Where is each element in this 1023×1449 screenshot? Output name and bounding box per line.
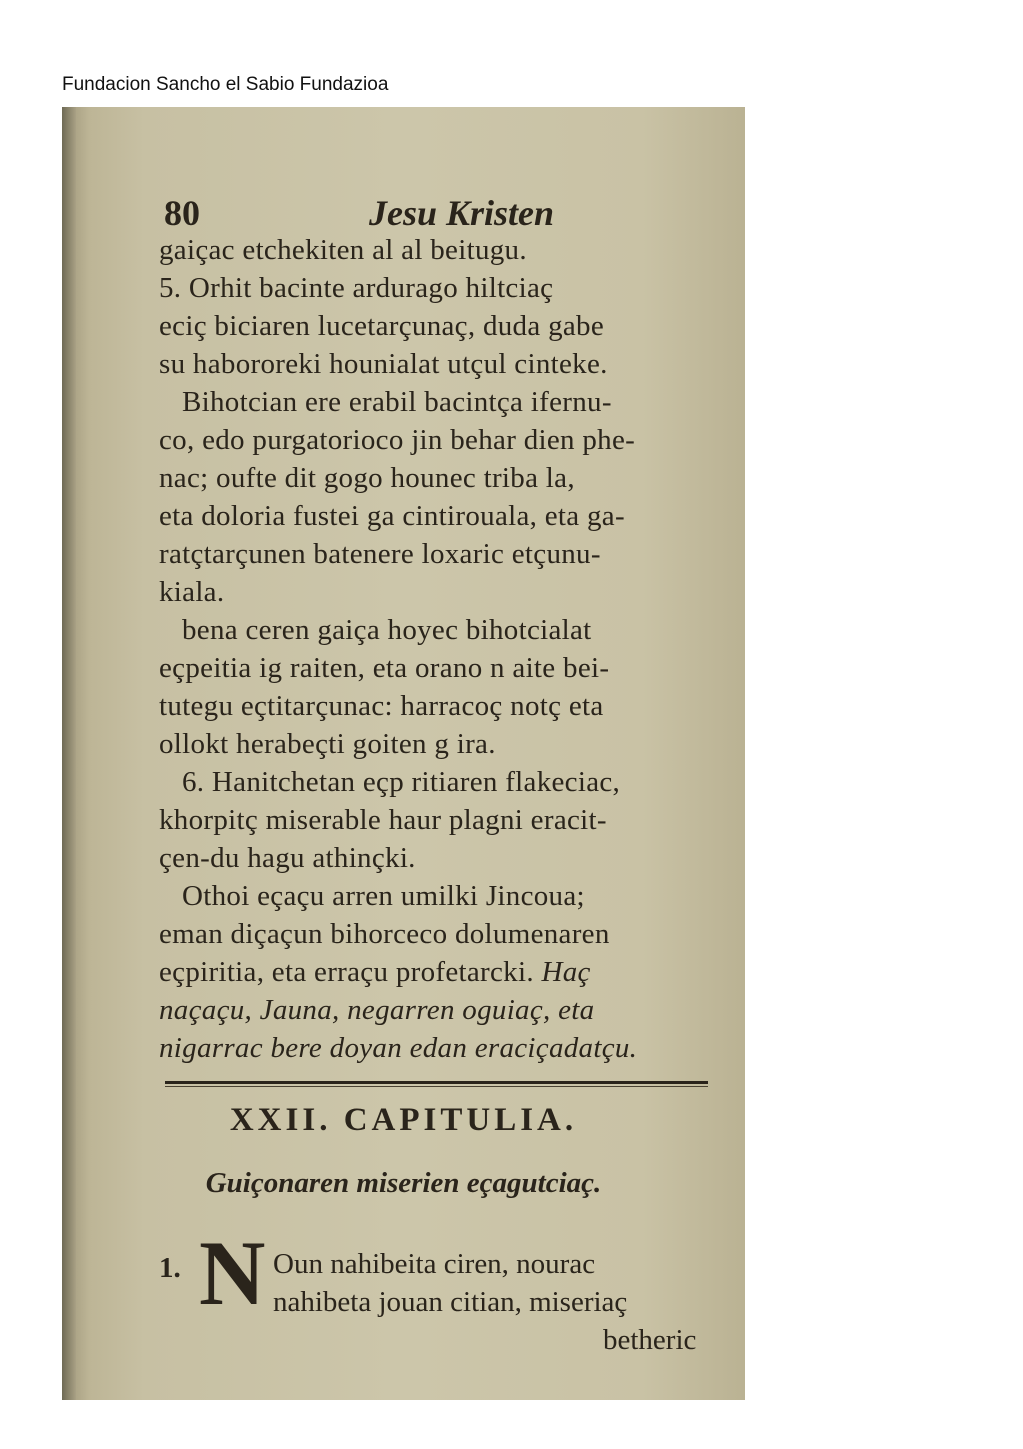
text-line: eciç biciaren lucetarçunaç, duda gabe <box>159 310 605 342</box>
text-line: Bihotcian ere erabil bacintça ifernu- <box>182 386 612 418</box>
text-line: 5. Orhit bacinte ardurago hiltciaç <box>159 272 554 304</box>
text-line: Oun nahibeita ciren, nourac <box>273 1248 596 1280</box>
divider-rule <box>165 1081 708 1084</box>
source-caption: Fundacion Sancho el Sabio Fundazioa <box>62 74 389 95</box>
divider-rule-thin <box>165 1086 708 1087</box>
page-scan <box>62 107 745 1400</box>
text-line: 6. Hanitchetan eçp ritiaren flakeciac, <box>182 766 621 798</box>
italic-line: naçaçu, Jauna, negarren oguiaç, eta <box>159 994 595 1026</box>
text-span: eçpiritia, eta erraçu profetarcki. <box>159 956 534 988</box>
text-line: nac; oufte dit gogo hounec triba la, <box>159 462 575 494</box>
text-line: kiala. <box>159 576 225 608</box>
text-line: nahibeta jouan citian, miseriaç <box>273 1286 628 1318</box>
italic-line: nigarrac bere doyan edan eraciçadatçu. <box>159 1032 638 1064</box>
text-line: eçpeitia ig raiten, eta orano n aite bei- <box>159 652 610 684</box>
page-header <box>164 192 555 234</box>
drop-cap: N <box>199 1222 266 1324</box>
chapter-subtitle: Guiçonaren miserien eçagutciaç. <box>205 1167 602 1199</box>
text-line: çen-du hagu athinçki. <box>159 842 416 874</box>
text-line: co, edo purgatorioco jin behar dien phe- <box>159 424 636 456</box>
catchword: betheric <box>603 1324 697 1356</box>
text-line: ratçtarçunen batenere loxaric etçunu- <box>159 538 601 570</box>
page-number: 80 <box>164 193 200 233</box>
text-line: gaiçac etchekiten al al beitugu. <box>159 234 527 266</box>
verse-number: 1. <box>159 1252 181 1284</box>
text-line: khorpitç miserable haur plagni eracit- <box>159 804 607 836</box>
italic-span: Haç <box>541 956 591 988</box>
chapter-heading: XXII. CAPITULIA. <box>229 1102 578 1138</box>
text-line: ollokt herabeçti goiten g ira. <box>159 728 496 760</box>
book-page <box>62 107 745 1400</box>
text-line: Othoi eçaçu arren umilki Jincoua; <box>182 880 585 912</box>
text-line: su habororeki hounialat utçul cinteke. <box>159 348 608 380</box>
running-title: Jesu Kristen <box>369 193 555 233</box>
text-line: eta doloria fustei ga cintirouala, eta ga- <box>159 500 625 532</box>
text-line: tutegu eçtitarçunac: harracoç notç eta <box>159 690 604 722</box>
text-line: bena ceren gaiça hoyec bihotcialat <box>182 614 592 646</box>
text-line: eman diçaçun bihorceco dolumenaren <box>159 918 610 950</box>
text-line <box>159 953 591 991</box>
